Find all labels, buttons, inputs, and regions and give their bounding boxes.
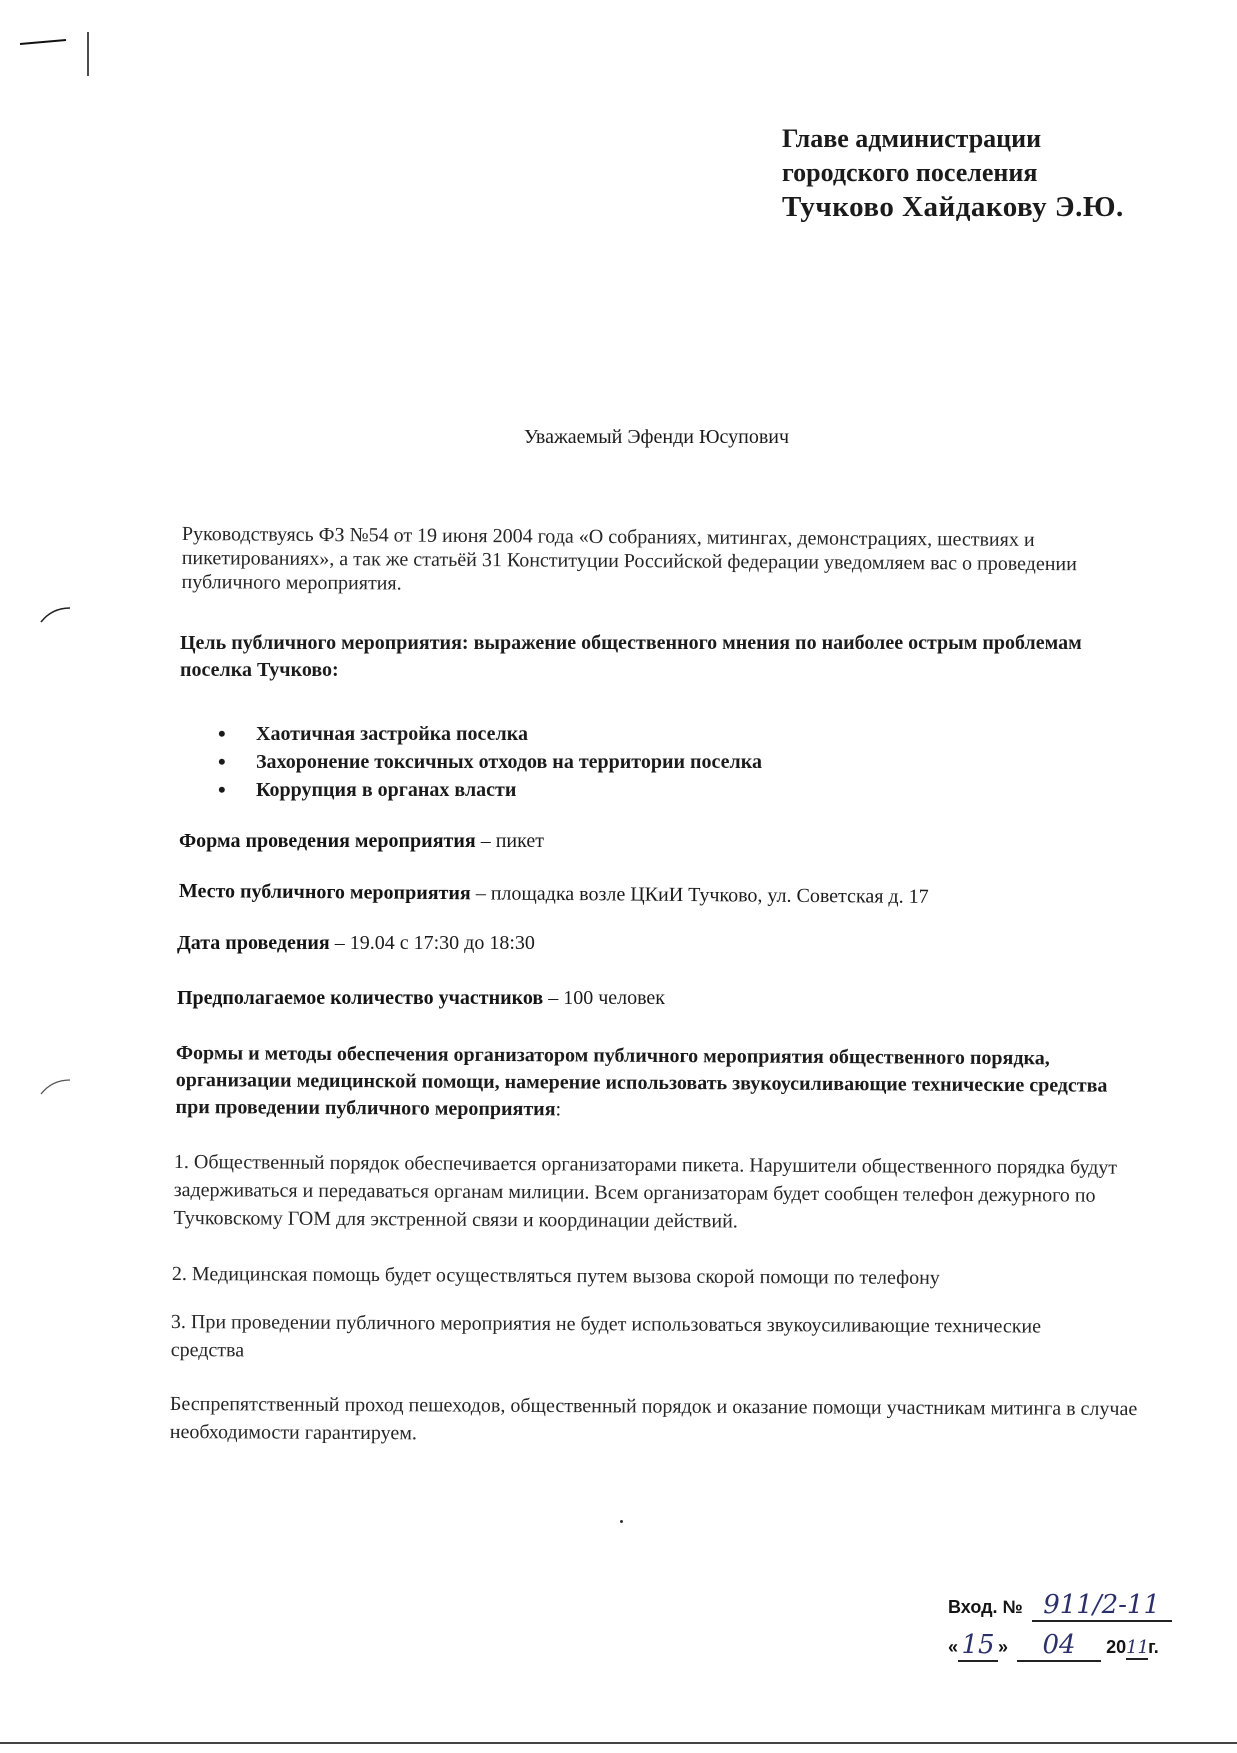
stamp-number-row xyxy=(948,1590,1172,1626)
incoming-stamp xyxy=(948,1590,1172,1666)
participants-value: – 100 человек xyxy=(543,987,666,1009)
addressee-line: городского поселения xyxy=(782,158,1038,187)
goal-heading: Цель публичного мероприятия: выражение общественного мнения по наиболее острым проблемам поселка Тучково: xyxy=(180,632,1082,681)
list-item: • Коррупция в органах власти xyxy=(218,776,762,804)
stamp-date-row xyxy=(948,1630,1172,1666)
place-label: Место публичного мероприятия xyxy=(178,880,471,905)
form-value: – пикет xyxy=(475,830,544,852)
hole-punch-mark-icon xyxy=(38,604,74,626)
salutation: Уважаемый Эфенди Юсупович xyxy=(524,426,790,448)
list-item: • Захоронение токсичных отходов на территории поселка xyxy=(218,748,762,776)
stamp-year-suffix: 11 xyxy=(1126,1637,1149,1658)
stamp-year-prefix: 20 xyxy=(1106,1637,1127,1657)
place-line xyxy=(179,880,929,909)
scan-mark-icon xyxy=(18,30,98,80)
issues-list xyxy=(218,720,762,804)
participants-line xyxy=(177,987,665,1010)
numbered-item: 3. При проведении публичного мероприятия не будет использоваться звукоусиливающие технические средства xyxy=(170,1311,1042,1362)
participants-label: Предполагаемое количество участников xyxy=(177,987,544,1009)
hole-punch-mark-icon xyxy=(38,1076,74,1098)
numbered-item: 1. Общественный порядок обеспечивается организаторами пикета. Нарушители общественного порядка будут задерживаться и передаваться органам милиции. Всем организаторам будет сообщен телефон дежурного по Тучковскому ГОМ для экстренной связи и координации действий. xyxy=(173,1151,1118,1233)
methods-heading-colon: : xyxy=(555,1098,562,1121)
date-label: Дата проведения xyxy=(177,932,330,954)
stamp-quote-open: « xyxy=(948,1637,959,1657)
stamp-quote-close: » xyxy=(998,1637,1009,1657)
methods-heading xyxy=(176,1040,1136,1127)
stamp-year-end: г. xyxy=(1148,1637,1159,1657)
date-line xyxy=(177,932,535,955)
scan-edge-line xyxy=(0,1742,1237,1744)
intro-paragraph: Руководствуясь ФЗ №54 от 19 июня 2004 года «О собраниях, митингах, демонстрациях, шествиях и пикетированиях», а так же статьёй 31 Конституции Российской федерации уведомляем вас о проведении публичного мероприятия. xyxy=(181,523,1077,595)
stamp-number: 911/2-11 xyxy=(1032,1590,1172,1622)
date-value: – 19.04 с 17:30 до 18:30 xyxy=(329,932,535,954)
place-value: – площадка возле ЦКиИ Тучково, ул. Советская д. 17 xyxy=(470,882,929,908)
list-item: • Хаотичная застройка поселка xyxy=(218,720,762,748)
stamp-label: Вход. № xyxy=(948,1597,1023,1617)
addressee-line: Тучково Хайдакову Э.Ю. xyxy=(782,191,1124,223)
form-line xyxy=(179,830,544,853)
stamp-month: 04 xyxy=(1017,1630,1101,1662)
addressee-line: Главе администрации xyxy=(782,124,1042,153)
addressee-block xyxy=(782,122,1124,224)
methods-heading-text: Формы и методы обеспечения организатором публичного мероприятия общественного порядка, организации медицинской помощи, намерение использовать звукоусиливающие технические средства при проведении публичного мероприятия xyxy=(175,1042,1108,1121)
form-label: Форма проведения мероприятия xyxy=(179,830,476,852)
stamp-day: 15 xyxy=(958,1630,998,1662)
stray-dot xyxy=(620,1520,623,1523)
closing-paragraph: Беспрепятственный проход пешеходов, общественный порядок и оказание помощи участникам митинга в случае необходимости гарантируем. xyxy=(169,1393,1138,1445)
numbered-item: 2. Медицинская помощь будет осуществляться путем вызова скорой помощи по телефону xyxy=(171,1263,940,1290)
